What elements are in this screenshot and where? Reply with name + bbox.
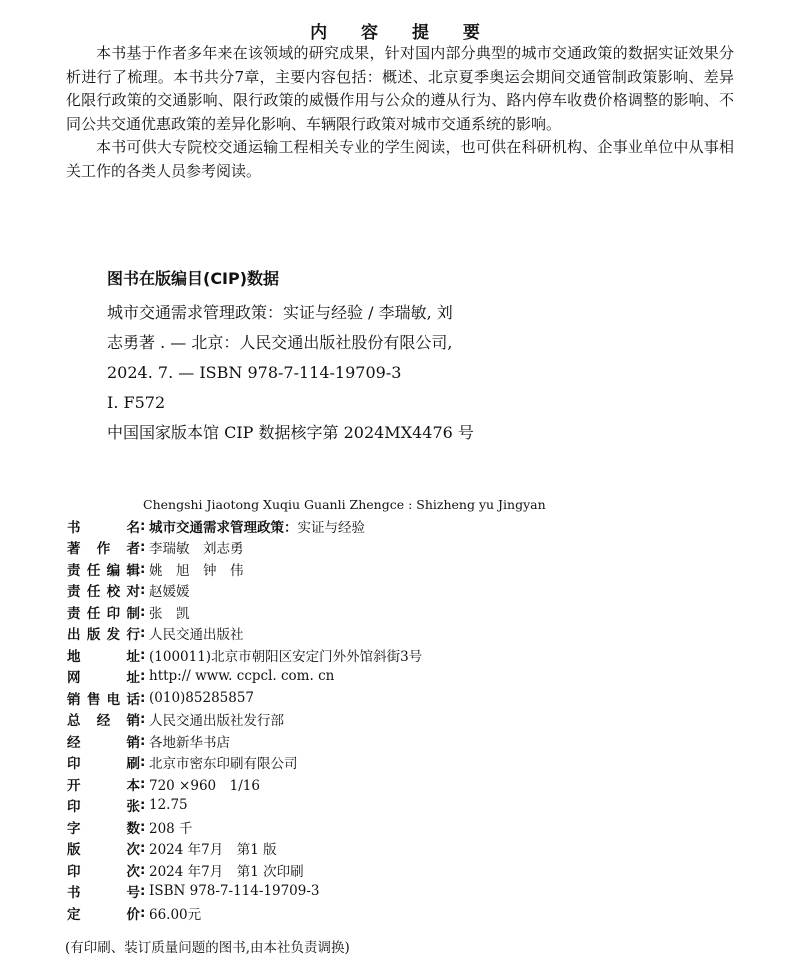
label-book-name bbox=[67, 516, 140, 536]
colophon-row-book-name: 书 名 : 城市交通需求管理政策：实证与经验 bbox=[67, 517, 365, 536]
label-char: 价 bbox=[126, 906, 140, 923]
label-char: 总 bbox=[67, 713, 81, 730]
value-words: 208 千 bbox=[149, 820, 193, 837]
value-sales-phone: (010)85285857 bbox=[149, 689, 255, 706]
label-char: 售 bbox=[86, 691, 101, 708]
label-char: 本 bbox=[126, 777, 140, 794]
colophon-row-editor: 责 任 编 辑 : 姚 旭 钟 伟 bbox=[67, 560, 244, 579]
label-char: 行 bbox=[126, 627, 140, 644]
colophon-row-impression: 印 次 : 2024 年7月 第1 次印刷 bbox=[67, 861, 304, 880]
pinyin-title: Chengshi Jiaotong Xuqiu Guanli Zhengce : Shizheng yu Jingyan bbox=[143, 497, 546, 512]
label-char: 开 bbox=[67, 777, 81, 794]
label-price bbox=[67, 903, 140, 923]
label-char: 辑 bbox=[126, 562, 140, 579]
cip-line: 2024. 7. — ISBN 978-7-114-19709-3 bbox=[107, 363, 402, 382]
label-char: 发 bbox=[106, 627, 121, 644]
label-website bbox=[67, 666, 140, 686]
label-char: 任 bbox=[86, 584, 101, 601]
label-char: 张 bbox=[126, 799, 140, 816]
label-char: 责 bbox=[67, 584, 81, 601]
label-char: 字 bbox=[67, 820, 81, 837]
label-char: 话 bbox=[126, 691, 140, 708]
label-char: 址 bbox=[126, 670, 140, 687]
label-char: 校 bbox=[106, 584, 121, 601]
label-author bbox=[67, 537, 140, 557]
colophon-row-general-distributor: 总 经 销 : 人民交通出版社发行部 bbox=[67, 711, 284, 730]
label-char: 电 bbox=[106, 691, 121, 708]
label-publisher bbox=[67, 623, 140, 643]
cip-line: 城市交通需求管理政策：实证与经验 / 李瑞敏, 刘 bbox=[107, 303, 453, 322]
label-char: 销 bbox=[126, 713, 140, 730]
value-general-distributor: 人民交通出版社发行部 bbox=[149, 713, 284, 730]
label-char: 号 bbox=[126, 885, 140, 902]
label-editor bbox=[67, 559, 140, 579]
label-char: 者 bbox=[126, 541, 140, 558]
value-website: http:// www. ccpcl. com. cn bbox=[149, 668, 335, 685]
label-char: 任 bbox=[86, 562, 101, 579]
cip-line: 中国国家版本馆 CIP 数据核字第 2024MX4476 号 bbox=[107, 423, 474, 442]
quality-note: (有印刷、装订质量问题的图书,由本社负责调换) bbox=[65, 940, 350, 956]
label-char: 著 bbox=[67, 541, 81, 558]
label-general-distributor bbox=[67, 709, 140, 729]
label-char: 销 bbox=[67, 691, 81, 708]
label-char: 责 bbox=[67, 605, 81, 622]
label-char: 印 bbox=[67, 799, 81, 816]
colophon-row-distributor: 经 销 : 各地新华书店 bbox=[67, 732, 230, 751]
colophon-row-address: 地 址 : (100011)北京市朝阳区安定门外外馆斜街3号 bbox=[67, 646, 423, 665]
label-char: 印 bbox=[67, 863, 81, 880]
abstract bbox=[66, 42, 734, 184]
label-char: 书 bbox=[67, 885, 81, 902]
label-char: 编 bbox=[106, 562, 121, 579]
value-publisher: 人民交通出版社 bbox=[149, 627, 244, 644]
label-char: 印 bbox=[106, 605, 121, 622]
label-char: 次 bbox=[126, 863, 140, 880]
value-printer: 北京市密东印刷有限公司 bbox=[149, 756, 298, 773]
colophon-row-sheets: 印 张 : 12.75 bbox=[67, 797, 188, 816]
label-char: 任 bbox=[86, 605, 101, 622]
colophon-row-printing-supervisor: 责 任 印 制 : 张 凯 bbox=[67, 603, 190, 622]
label-char: 数 bbox=[126, 820, 140, 837]
label-char: 次 bbox=[126, 842, 140, 859]
label-impression bbox=[67, 860, 140, 880]
colophon-row-publisher: 出 版 发 行 : 人民交通出版社 bbox=[67, 625, 244, 644]
value-address: (100011)北京市朝阳区安定门外外馆斜街3号 bbox=[149, 648, 423, 665]
label-address bbox=[67, 645, 140, 665]
label-char: 出 bbox=[67, 627, 81, 644]
cip-line: Ⅰ. F572 bbox=[107, 393, 166, 412]
cip-block bbox=[107, 268, 547, 448]
cip-line: 志勇著 . — 北京：人民交通出版社股份有限公司, bbox=[107, 333, 453, 352]
label-char: 地 bbox=[67, 648, 81, 665]
value-edition: 2024 年7月 第1 版 bbox=[149, 842, 277, 859]
colophon-row-website: 网 址 : http:// www. ccpcl. com. cn bbox=[67, 668, 335, 687]
label-isbn bbox=[67, 881, 140, 901]
label-char: 版 bbox=[86, 627, 101, 644]
value-proofreader: 赵媛媛 bbox=[149, 584, 190, 601]
label-printing-supervisor bbox=[67, 602, 140, 622]
label-char: 版 bbox=[67, 842, 81, 859]
value-distributor: 各地新华书店 bbox=[149, 734, 230, 751]
label-printer bbox=[67, 752, 140, 772]
label-char: 网 bbox=[67, 670, 81, 687]
label-char: 制 bbox=[126, 605, 140, 622]
cip-title: 图书在版编目(CIP)数据 bbox=[107, 269, 280, 288]
value-editor: 姚 旭 钟 伟 bbox=[149, 562, 244, 579]
colophon-row-sales-phone: 销 售 电 话 : (010)85285857 bbox=[67, 689, 255, 708]
colophon-row-proofreader: 责 任 校 对 : 赵媛媛 bbox=[67, 582, 190, 601]
label-format bbox=[67, 774, 140, 794]
label-char: 名 bbox=[126, 519, 140, 536]
label-char: 销 bbox=[126, 734, 140, 751]
label-char: 对 bbox=[126, 584, 140, 601]
abstract-paragraph-2: 本书可供大专院校交通运输工程相关专业的学生阅读，也可供在科研机构、企事业单位中从事相关工作的各类人员参考阅读。 bbox=[66, 138, 734, 180]
colophon-row-printer: 印 刷 : 北京市密东印刷有限公司 bbox=[67, 754, 298, 773]
colophon bbox=[67, 515, 767, 924]
label-char: 责 bbox=[67, 562, 81, 579]
value-printing-supervisor: 张 凯 bbox=[149, 605, 190, 622]
value-author: 李瑞敏 刘志勇 bbox=[149, 541, 244, 558]
value-isbn: ISBN 978-7-114-19709-3 bbox=[149, 883, 320, 900]
colophon-row-format: 开 本 : 720 ×960 1/16 bbox=[67, 775, 260, 794]
label-distributor bbox=[67, 731, 140, 751]
label-sheets bbox=[67, 795, 140, 815]
colophon-row-author: 著 作 者 : 李瑞敏 刘志勇 bbox=[67, 539, 244, 558]
value-price: 66.00元 bbox=[149, 906, 202, 923]
colophon-row-words: 字 数 : 208 千 bbox=[67, 818, 193, 837]
label-words bbox=[67, 817, 140, 837]
label-edition bbox=[67, 838, 140, 858]
label-char: 刷 bbox=[126, 756, 140, 773]
label-char: 作 bbox=[96, 541, 111, 558]
label-char: 印 bbox=[67, 756, 81, 773]
value-sheets: 12.75 bbox=[149, 797, 188, 814]
label-char: 址 bbox=[126, 648, 140, 665]
label-char: 定 bbox=[67, 906, 81, 923]
label-proofreader bbox=[67, 580, 140, 600]
value-book-name: 城市交通需求管理政策：实证与经验 bbox=[149, 519, 365, 536]
abstract-paragraph-1: 本书基于作者多年来在该领域的研究成果，针对国内部分典型的城市交通政策的数据实证效果分析进行了梳理。本书共分7章，主要内容包括：概述、北京夏季奥运会期间交通管制政策影响、差异化限行政策的交通影响、限行政策的威慑作用与公众的遵从行为、路内停车收费价格调整的影响、不同公共交通优惠政策的差异化影响、车辆限行政策对城市交通系统的影响。 bbox=[66, 44, 734, 133]
label-sales-phone bbox=[67, 688, 140, 708]
colophon-row-isbn: 书 号 : ISBN 978-7-114-19709-3 bbox=[67, 883, 320, 902]
label-char: 书 bbox=[67, 519, 81, 536]
colophon-row-price: 定 价 : 66.00元 bbox=[67, 904, 202, 923]
value-format: 720 ×960 1/16 bbox=[149, 777, 260, 794]
value-impression: 2024 年7月 第1 次印刷 bbox=[149, 863, 304, 880]
page-heading: 内 容 提 要 bbox=[310, 23, 494, 43]
colophon-row-edition: 版 次 : 2024 年7月 第1 版 bbox=[67, 840, 277, 859]
label-char: 经 bbox=[67, 734, 81, 751]
label-char: 经 bbox=[96, 713, 111, 730]
